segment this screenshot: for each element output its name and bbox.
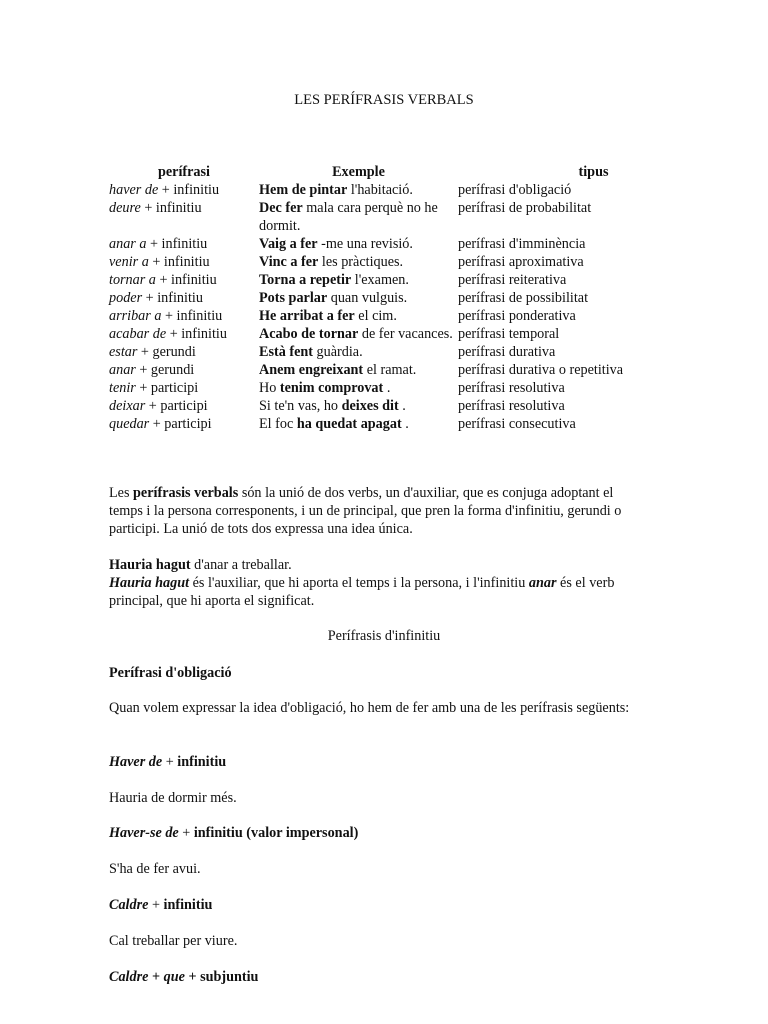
perifrasi-verb: acabar de <box>109 326 167 342</box>
cell-perifrasi <box>109 361 259 379</box>
perifrasi-form: + infinitiu <box>148 254 210 270</box>
example-post: el ramat. <box>363 362 417 378</box>
perifrasi-verb: venir a <box>109 254 149 270</box>
perifrasi-form: + gerundi <box>135 362 195 378</box>
cell-exemple <box>259 325 458 343</box>
cell-perifrasi <box>109 235 259 253</box>
perifrasi-form: + infinitiu <box>155 272 217 288</box>
item-verb: Haver-se de <box>109 825 179 841</box>
cell-perifrasi <box>109 199 259 235</box>
example-post: l'habitació. <box>347 182 413 198</box>
table-row <box>109 181 729 199</box>
cell-exemple <box>259 307 458 325</box>
perifrasi-form: + participi <box>149 416 212 432</box>
cell-perifrasi <box>109 379 259 397</box>
table-row <box>109 343 729 361</box>
example-bold: Pots parlar <box>259 290 328 306</box>
example-bold: Hauria hagut <box>109 557 191 573</box>
table-row <box>109 397 729 415</box>
intro-text-post: són la unió de dos verbs, un d'auxiliar, que es conjuga adoptant el temps i la persona corresponents, i un de principal, que pren la forma d'infinitiu, gerundi o participi. La unió de tots dos expressa una idea única. <box>109 485 622 537</box>
perifrasi-verb: deure <box>109 200 141 216</box>
example-post: les pràctiques. <box>318 254 404 270</box>
header-exemple: Exemple <box>332 164 385 180</box>
perifrasi-form: + participi <box>145 398 208 414</box>
example-bold: Acabo de tornar <box>259 326 359 342</box>
item-verb: Caldre <box>109 969 149 985</box>
example-aux: Hauria hagut <box>109 575 190 591</box>
perifrasi-form: + infinitiu <box>140 200 202 216</box>
cell-tipus: perífrasi durativa o repetitiva <box>458 362 624 378</box>
example-line-1 <box>109 556 649 574</box>
cell-perifrasi <box>109 289 259 307</box>
perifrasi-verb: estar <box>109 344 138 360</box>
perifrasi-form: + infinitiu <box>166 326 227 342</box>
example-post: . <box>401 416 409 432</box>
header-tipus: tipus <box>578 164 609 180</box>
example-infinitive: anar <box>528 575 557 591</box>
perifrasi-verb: poder <box>109 290 143 306</box>
item-que: que <box>163 969 185 985</box>
perifrasi-verb: arribar a <box>109 308 162 324</box>
example-bold: Vinc a fer <box>259 254 319 270</box>
item-form: subjuntiu <box>200 969 259 985</box>
example-end: és el verb principal, que hi aporta el significat. <box>109 575 615 609</box>
table-header-row <box>109 163 729 181</box>
perifrasi-verb: anar a <box>109 236 147 252</box>
cell-exemple <box>259 289 458 307</box>
example-post: de fer vacances. <box>358 326 453 342</box>
example-post: el cim. <box>354 308 397 324</box>
cell-perifrasi <box>109 271 259 289</box>
cell-tipus: perífrasi aproximativa <box>458 254 584 270</box>
item-form: infinitiu (valor impersonal) <box>193 825 359 841</box>
item-example: S'ha de fer avui. <box>109 861 201 877</box>
cell-perifrasi <box>109 307 259 325</box>
example-post: l'examen. <box>351 272 409 288</box>
table-row <box>109 415 729 433</box>
item-haver-se-de: Haver-se de + infinitiu (valor impersonal) <box>109 825 359 841</box>
item-example: Cal treballar per viure. <box>109 933 238 949</box>
obligacio-heading-text: Perífrasi d'obligació <box>109 665 232 681</box>
periphrasis-table <box>109 163 729 433</box>
cell-exemple <box>259 379 458 397</box>
obligacio-intro: Quan volem expressar la idea d'obligació, ho hem de fer amb una de les perífrasis següents: <box>109 700 630 716</box>
example-bold: ha quedat apagat <box>296 416 402 432</box>
item-verb: Haver de <box>109 754 163 770</box>
example-post: -me una revisió. <box>317 236 413 252</box>
cell-tipus: perífrasi de probabilitat <box>458 200 592 216</box>
example-bold: Vaig a fer <box>259 236 318 252</box>
example-pre: Si te'n vas, ho <box>259 398 342 414</box>
cell-exemple <box>259 199 458 235</box>
cell-tipus: perífrasi resolutiva <box>458 380 565 396</box>
example-pre: Ho <box>259 380 280 396</box>
item-example: Hauria de dormir més. <box>109 790 237 806</box>
cell-tipus: perífrasi temporal <box>458 326 560 342</box>
example-post: mala cara perquè no he dormit. <box>259 200 438 234</box>
cell-exemple <box>259 181 458 199</box>
table-row <box>109 253 729 271</box>
item-caldre: Caldre + infinitiu <box>109 897 213 913</box>
perifrasi-verb: haver de <box>109 182 159 198</box>
example-bold: Anem engreixant <box>259 362 364 378</box>
example-post: . <box>383 380 391 396</box>
table-row <box>109 235 729 253</box>
example-bold: Està fent <box>259 344 313 360</box>
example-post: guàrdia. <box>313 344 363 360</box>
example-rest: d'anar a treballar. <box>190 557 292 573</box>
table-row <box>109 361 729 379</box>
cell-exemple <box>259 361 458 379</box>
table-row <box>109 199 729 235</box>
cell-tipus: perífrasi d'imminència <box>458 236 586 252</box>
item-verb: Caldre <box>109 897 149 913</box>
cell-exemple <box>259 397 458 415</box>
perifrasi-form: + infinitiu <box>158 182 220 198</box>
cell-exemple <box>259 253 458 271</box>
intro-paragraph <box>109 484 649 538</box>
perifrasi-form: + infinitiu <box>161 308 223 324</box>
perifrasi-form: + gerundi <box>137 344 196 360</box>
cell-tipus: perífrasi d'obligació <box>458 182 572 198</box>
intro-text-bold: perífrasis verbals <box>133 485 239 501</box>
example-bold: tenim comprovat <box>279 380 384 396</box>
item-haver-de: Haver de + infinitiu <box>109 754 227 770</box>
perifrasi-form: + infinitiu <box>142 290 203 306</box>
perifrasi-verb: anar <box>109 362 136 378</box>
perifrasi-verb: tenir <box>109 380 136 396</box>
perifrasi-form: + participi <box>135 380 199 396</box>
example-pre: El foc <box>259 416 297 432</box>
perifrasi-verb: tornar a <box>109 272 156 288</box>
page-title: LES PERÍFRASIS VERBALS <box>294 92 474 108</box>
example-line-2 <box>109 574 649 610</box>
intro-text-pre: Les <box>109 485 134 501</box>
cell-perifrasi <box>109 415 259 433</box>
cell-perifrasi <box>109 325 259 343</box>
example-post: . <box>398 398 406 414</box>
example-bold: Dec fer <box>259 200 303 216</box>
example-bold: Torna a repetir <box>259 272 352 288</box>
cell-tipus: perífrasi resolutiva <box>458 398 565 414</box>
cell-exemple <box>259 343 458 361</box>
table-row <box>109 271 729 289</box>
table-row <box>109 289 729 307</box>
example-bold: He arribat a fer <box>259 308 355 324</box>
perifrasi-verb: deixar <box>109 398 146 414</box>
item-form: infinitiu <box>177 754 227 770</box>
item-caldre-que: Caldre + que + subjuntiu <box>109 969 259 985</box>
cell-tipus: perífrasi ponderativa <box>458 308 576 324</box>
cell-tipus: perífrasi de possibilitat <box>458 290 589 306</box>
example-bold: Hem de pintar <box>259 182 348 198</box>
cell-perifrasi <box>109 343 259 361</box>
example-bold: deixes dit <box>341 398 399 414</box>
table-row <box>109 379 729 397</box>
perifrasi-verb: quedar <box>109 416 150 432</box>
cell-perifrasi <box>109 253 259 271</box>
cell-tipus: perífrasi durativa <box>458 344 556 360</box>
header-perifrasi: perífrasi <box>157 164 210 180</box>
example-mid: és l'auxiliar, que hi aporta el temps i la persona, i l'infinitiu <box>189 575 529 591</box>
cell-perifrasi <box>109 397 259 415</box>
table-row <box>109 325 729 343</box>
example-paragraph <box>109 556 649 610</box>
cell-exemple <box>259 271 458 289</box>
cell-exemple <box>259 415 458 433</box>
table-row <box>109 307 729 325</box>
cell-tipus: perífrasi reiterativa <box>458 272 567 288</box>
cell-perifrasi <box>109 181 259 199</box>
perifrasi-form: + infinitiu <box>146 236 208 252</box>
item-form: infinitiu <box>163 897 213 913</box>
obligacio-heading <box>109 664 649 682</box>
example-post: quan vulguis. <box>327 290 408 306</box>
cell-tipus: perífrasi consecutiva <box>458 416 576 432</box>
cell-exemple <box>259 235 458 253</box>
section-title: Perífrasis d'infinitiu <box>327 628 441 644</box>
